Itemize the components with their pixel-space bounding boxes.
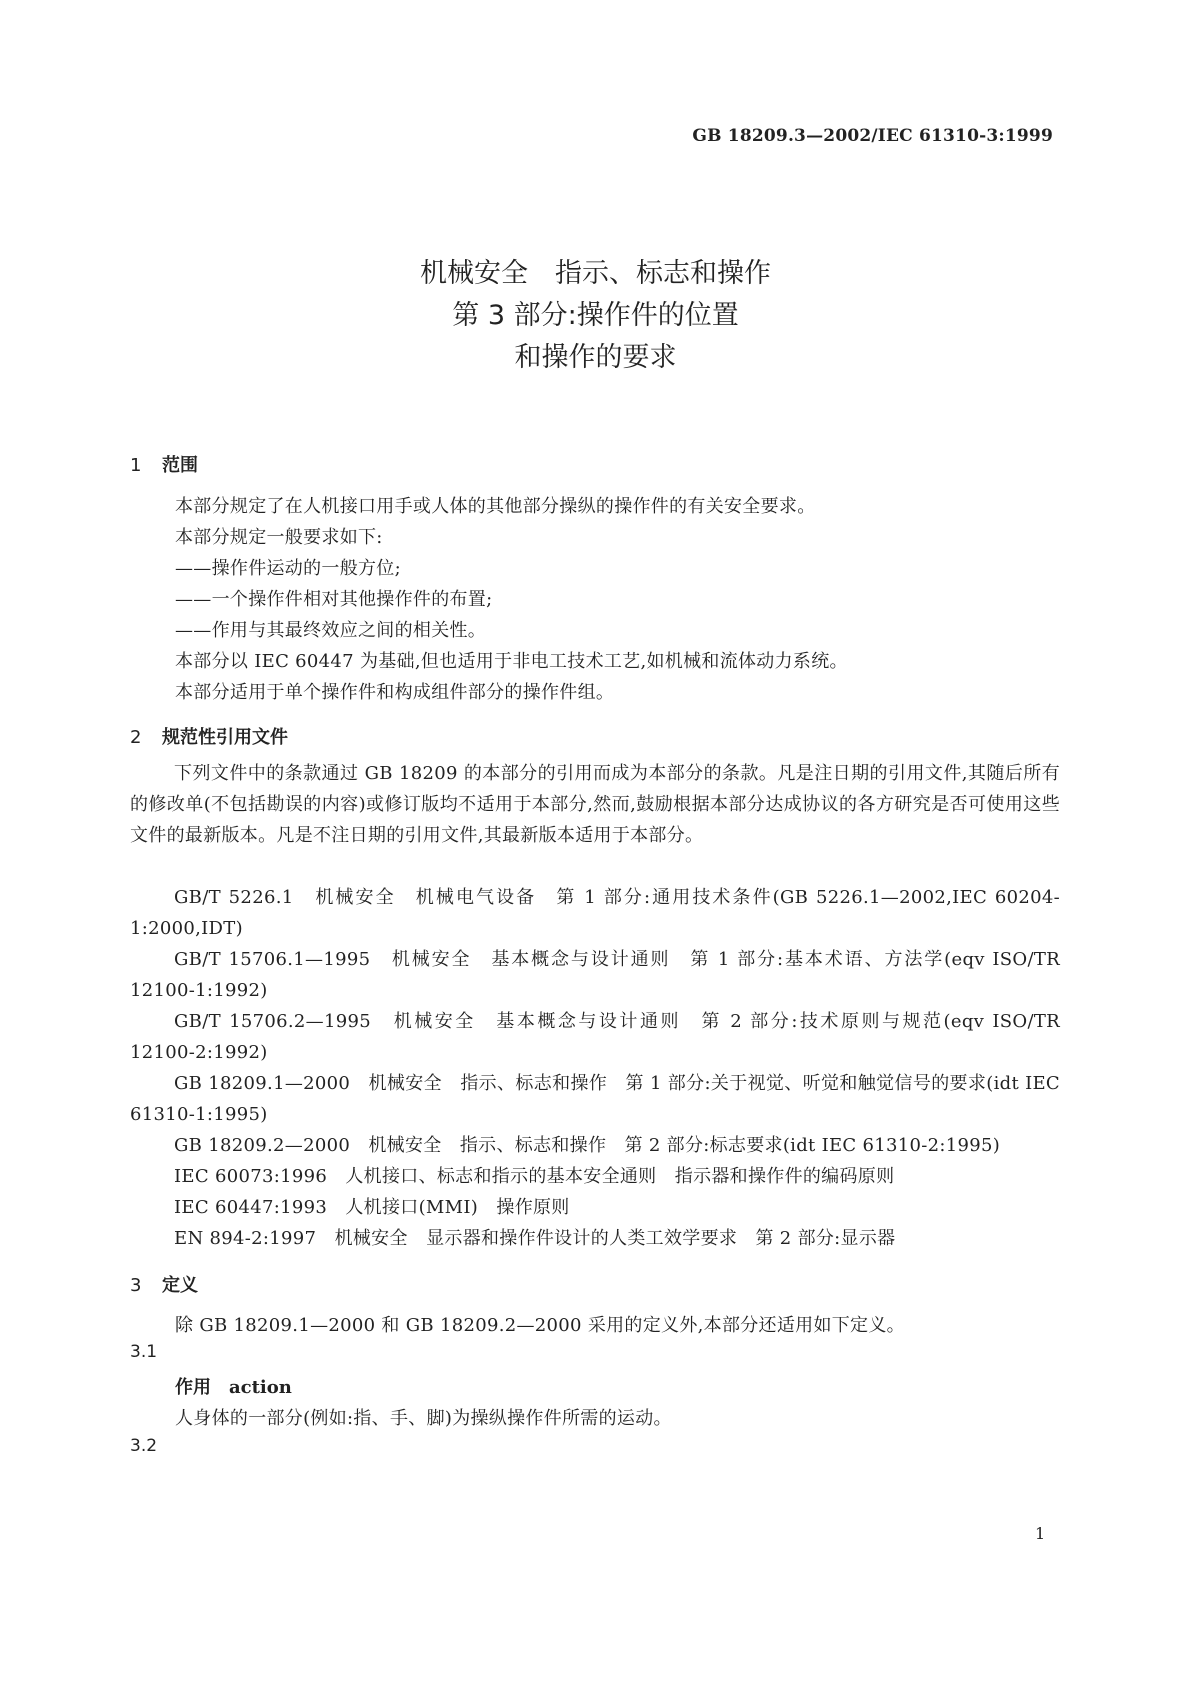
section-1-heading <box>130 451 198 477</box>
section-2-heading <box>130 723 288 749</box>
section-3-intro: 除 GB 18209.1—2000 和 GB 18209.2—2000 采用的定义外,本部分还适用如下定义。 <box>175 1315 905 1336</box>
section-1-title: 范围 <box>162 455 198 476</box>
title-line-1: 机械安全 指示、标志和操作 <box>420 258 771 289</box>
clause-3-2-number: 3.2 <box>130 1436 158 1456</box>
section-2-intro: 下列文件中的条款通过 GB 18209 的本部分的引用而成为本部分的条款。凡是注日期的引用文件,其随后所有的修改单(不包括勘误的内容)或修订版均不适用于本部分,然而,鼓励根据本部分达成协议的各方研究是否可使用这些文件的最新版本。凡是不注日期的引用文件,其最新版本适用于本部分。 <box>130 763 1060 846</box>
section-1-line-4: ——一个操作件相对其他操作件的布置; <box>175 589 493 610</box>
clause-3-1-number: 3.1 <box>130 1342 158 1362</box>
reference-item: GB/T 15706.2—1995 机械安全 基本概念与设计通则 第 2 部分:技术原则与规范(eqv ISO/TR 12100-2:1992) <box>130 1011 1060 1063</box>
section-1-line-1: 本部分规定了在人机接口用手或人体的其他部分操纵的操作件的有关安全要求。 <box>175 496 816 517</box>
standard-number-header: GB 18209.3—2002/IEC 61310-3:1999 <box>692 126 1053 146</box>
section-1-line-2: 本部分规定一般要求如下: <box>175 527 383 548</box>
reference-item: EN 894-2:1997 机械安全 显示器和操作件设计的人类工效学要求 第 2 部分:显示器 <box>174 1228 896 1249</box>
title-line-2: 第 3 部分:操作件的位置 <box>452 300 739 331</box>
page-number: 1 <box>1035 1524 1046 1543</box>
section-1-line-3: ——操作件运动的一般方位; <box>175 558 401 579</box>
clause-3-1-term: 作用 action <box>175 1377 292 1398</box>
reference-item: IEC 60447:1993 人机接口(MMI) 操作原则 <box>174 1197 570 1218</box>
section-2-number: 2 <box>130 727 142 748</box>
reference-item: IEC 60073:1996 人机接口、标志和指示的基本安全通则 指示器和操作件的编码原则 <box>174 1166 895 1187</box>
section-1-line-6: 本部分以 IEC 60447 为基础,但也适用于非电工技术工艺,如机械和流体动力系统。 <box>175 651 848 672</box>
reference-item: GB/T 15706.1—1995 机械安全 基本概念与设计通则 第 1 部分:基本术语、方法学(eqv ISO/TR 12100-1:1992) <box>130 949 1060 1001</box>
section-3-number: 3 <box>130 1275 142 1296</box>
title-line-3: 和操作的要求 <box>514 342 677 373</box>
section-3-title: 定义 <box>162 1275 198 1296</box>
section-1-line-5: ——作用与其最终效应之间的相关性。 <box>175 620 487 641</box>
reference-item: GB 18209.1—2000 机械安全 指示、标志和操作 第 1 部分:关于视觉、听觉和触觉信号的要求(idt IEC 61310-1:1995) <box>130 1073 1060 1125</box>
reference-item: GB 18209.2—2000 机械安全 指示、标志和操作 第 2 部分:标志要求(idt IEC 61310-2:1995) <box>174 1135 1001 1156</box>
reference-item: GB/T 5226.1 机械安全 机械电气设备 第 1 部分:通用技术条件(GB 5226.1—2002,IEC 60204-1:2000,IDT) <box>130 887 1060 939</box>
section-2-title: 规范性引用文件 <box>162 727 288 748</box>
section-1-number: 1 <box>130 455 142 476</box>
section-1-line-7: 本部分适用于单个操作件和构成组件部分的操作件组。 <box>175 682 615 703</box>
clause-3-1-definition: 人身体的一部分(例如:指、手、脚)为操纵操作件所需的运动。 <box>175 1408 672 1429</box>
section-3-heading <box>130 1271 198 1297</box>
